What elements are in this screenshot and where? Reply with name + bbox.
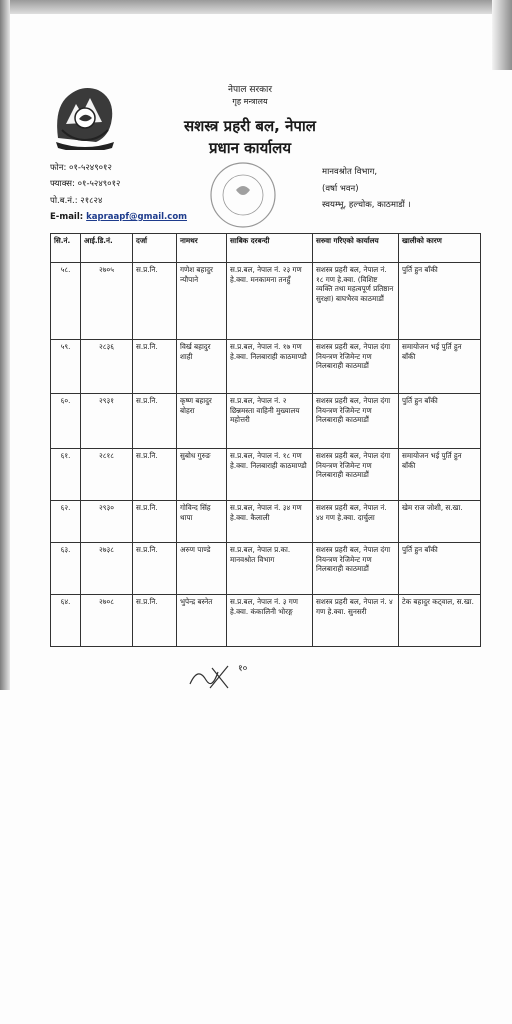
scan-edge-right bbox=[492, 0, 512, 70]
table-row bbox=[51, 595, 481, 647]
cell-transferred-office: सशस्त्र प्रहरी बल, नेपाल दंगा नियन्त्रण रेजिमेन्ट गण निलबाराही काठमाडौं bbox=[313, 394, 399, 449]
cell-rank: स.प्र.नि. bbox=[133, 394, 177, 449]
cell-name: भुपेन्द्र बस्नेत bbox=[177, 595, 227, 647]
cell-transferred-office: सशस्त्र प्रहरी बल, नेपाल नं. १८ गण हे.क्वा. (विशिष्ट व्यक्ति तथा महत्वपूर्ण प्रतिष्ठान सुरक्षा) बाघभैरव काठमाडौं bbox=[313, 263, 399, 340]
cell-previous-post: स.प्र.बल, नेपाल नं. २३ गण हे.क्वा. मनकामना तनहुँ bbox=[227, 263, 313, 340]
email-line bbox=[50, 212, 187, 222]
cell-transferred-office: सशस्त्र प्रहरी बल, नेपाल दंगा नियन्त्रण रेजिमेन्ट गण निलबाराही काठमाडौं bbox=[313, 449, 399, 501]
cell-transferred-office: सशस्त्र प्रहरी बल, नेपाल दंगा नियन्त्रण रेजिमेन्ट गण निलबाराही काठमाडौं bbox=[313, 340, 399, 394]
organization-title: सशस्त्र प्रहरी बल, नेपाल bbox=[184, 117, 316, 135]
cell-rank: स.प्र.नि. bbox=[133, 263, 177, 340]
cell-rank: स.प्र.नि. bbox=[133, 340, 177, 394]
cell-vacancy-reason: समायोजन भई पुर्ति हुन बाँकी bbox=[399, 340, 481, 394]
cell-vacancy-reason: समायोजन भई पुर्ति हुन बाँकी bbox=[399, 449, 481, 501]
email-link[interactable]: kapraapf@gmail.com bbox=[86, 212, 188, 222]
table-row bbox=[51, 394, 481, 449]
cell-serial: ६१. bbox=[51, 449, 81, 501]
cell-rank: स.प्र.नि. bbox=[133, 595, 177, 647]
cell-name: गणेश बहादुर न्यौपाने bbox=[177, 263, 227, 340]
scan-edge-left bbox=[0, 0, 10, 690]
cell-rank: स.प्र.नि. bbox=[133, 449, 177, 501]
header-serial: सि.नं. bbox=[51, 234, 81, 263]
government-title: नेपाल सरकार bbox=[227, 85, 273, 95]
cell-previous-post: स.प्र.बल, नेपाल प्र.का. मानवश्रोत विभाग bbox=[227, 543, 313, 595]
header-transferred-office: सरुवा गरिएको कार्यालय bbox=[313, 234, 399, 263]
header-previous-post: साबिक दरबन्दी bbox=[227, 234, 313, 263]
table-row bbox=[51, 340, 481, 394]
cell-previous-post: स.प्र.बल, नेपाल नं. ३४ गण हे.क्वा. कैलाली bbox=[227, 501, 313, 543]
header-vacancy-reason: खालीको कारण bbox=[399, 234, 481, 263]
table-row bbox=[51, 449, 481, 501]
cell-id: २७०५ bbox=[81, 263, 133, 340]
table-header-row bbox=[51, 234, 481, 263]
header-id: आई.डि.नं. bbox=[81, 234, 133, 263]
department-name: मानवश्रोत विभाग, bbox=[322, 167, 378, 177]
cell-previous-post: स.प्र.बल, नेपाल नं. ३ गण हे.क्वा. कंकालिनी भोरङ्ग bbox=[227, 595, 313, 647]
table-row bbox=[51, 263, 481, 340]
department-building: (वर्षा भवन) bbox=[322, 184, 359, 194]
cell-serial: ६४. bbox=[51, 595, 81, 647]
cell-transferred-office: सशस्त्र प्रहरी बल, नेपाल नं. ४४ गण हे.क्वा. दार्चुला bbox=[313, 501, 399, 543]
page-number: १० bbox=[238, 664, 248, 674]
cell-name: गोविन्द सिंह थापा bbox=[177, 501, 227, 543]
transfer-table bbox=[50, 233, 481, 647]
cell-id: २७०८ bbox=[81, 595, 133, 647]
cell-transferred-office: सशस्त्र प्रहरी बल, नेपाल दंगा नियन्त्रण रेजिमेन्ट गण निलबाराही काठमाडौं bbox=[313, 543, 399, 595]
department-address: स्वयम्भू, हल्चोक, काठमाडौं । bbox=[322, 200, 411, 210]
table-row bbox=[51, 543, 481, 595]
cell-name: अरुण पाण्डे bbox=[177, 543, 227, 595]
cell-previous-post: स.प्र.बल, नेपाल नं. १७ गण हे.क्वा. निलबाराही काठमाण्डौ bbox=[227, 340, 313, 394]
cell-serial: ५९. bbox=[51, 340, 81, 394]
table-row bbox=[51, 501, 481, 543]
header-name: नामथर bbox=[177, 234, 227, 263]
ministry-title: गृह मन्त्रालय bbox=[232, 97, 268, 106]
cell-vacancy-reason: पुर्ति हुन बाँकी bbox=[399, 394, 481, 449]
cell-serial: ५८. bbox=[51, 263, 81, 340]
scan-edge-top bbox=[0, 0, 512, 14]
handwritten-signature bbox=[188, 662, 232, 692]
cell-rank: स.प्र.नि. bbox=[133, 543, 177, 595]
cell-id: २९३० bbox=[81, 501, 133, 543]
office-stamp-seal bbox=[208, 160, 278, 230]
cell-vacancy-reason: पुर्ति हुन बाँकी bbox=[399, 263, 481, 340]
office-title: प्रधान कार्यालय bbox=[208, 139, 292, 157]
cell-name: सुबोध गुरुङ bbox=[177, 449, 227, 501]
cell-id: २८१८ bbox=[81, 449, 133, 501]
cell-name: विर्ख बहादुर शाही bbox=[177, 340, 227, 394]
cell-vacancy-reason: खेम राज जोशी, स.खा. bbox=[399, 501, 481, 543]
email-label: E-mail: bbox=[50, 212, 84, 222]
nepal-emblem-logo bbox=[52, 78, 118, 150]
cell-transferred-office: सशस्त्र प्रहरी बल, नेपाल नं. ४ गण हे.क्वा. सुनसरी bbox=[313, 595, 399, 647]
cell-vacancy-reason: पुर्ति हुन बाँकी bbox=[399, 543, 481, 595]
phone-number: फोन: ०१-५२४९०१२ bbox=[50, 163, 112, 173]
cell-rank: स.प्र.नि. bbox=[133, 501, 177, 543]
cell-previous-post: स.प्र.बल, नेपाल नं. १८ गण हे.क्वा. निलबाराही काठमाण्डौ bbox=[227, 449, 313, 501]
cell-previous-post: स.प्र.बल, नेपाल नं. २ छिन्नमस्ता वाहिनी मुख्यालय महोत्तरी bbox=[227, 394, 313, 449]
fax-number: फ्याक्स: ०१-५२४९०१२ bbox=[50, 179, 121, 189]
cell-id: २९३१ bbox=[81, 394, 133, 449]
cell-name: कृष्ण बहादुर बोहरा bbox=[177, 394, 227, 449]
cell-serial: ६३. bbox=[51, 543, 81, 595]
header-rank: दर्जा bbox=[133, 234, 177, 263]
cell-id: २७३८ bbox=[81, 543, 133, 595]
cell-serial: ६२. bbox=[51, 501, 81, 543]
cell-serial: ६०. bbox=[51, 394, 81, 449]
cell-vacancy-reason: टेक बहादुर कट्वाल, स.खा. bbox=[399, 595, 481, 647]
po-box-number: पो.ब.नं.: २१८२४ bbox=[50, 196, 103, 206]
cell-id: २८३६ bbox=[81, 340, 133, 394]
